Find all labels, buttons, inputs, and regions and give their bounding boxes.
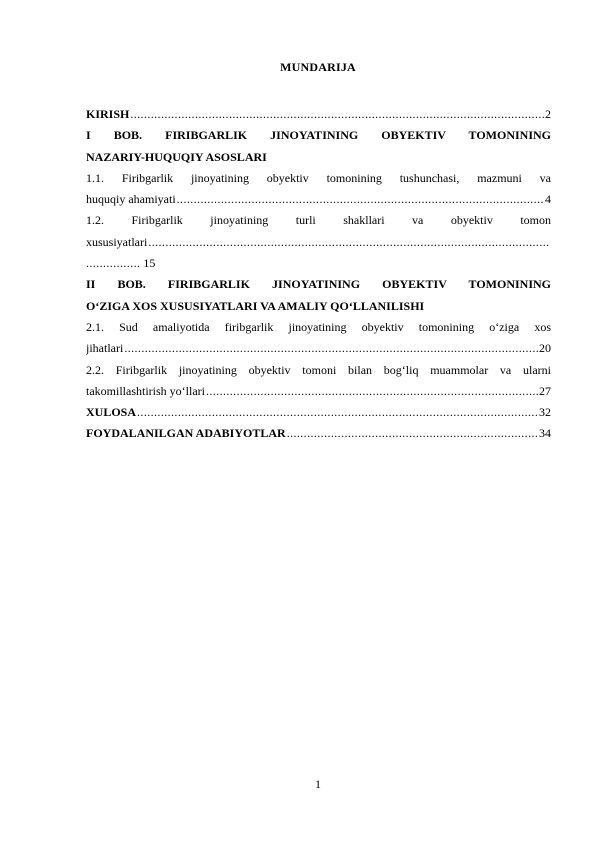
toc-leader-dots (137, 402, 538, 423)
toc-entry-label: huquqiy ahamiyati (86, 192, 176, 207)
toc-section-2-2-line1[interactable]: 2.2. Firibgarlik jinoyatining obyektiv tomoni bilan bog‘liq muammolar va ularni (86, 362, 551, 377)
toc-chapter-1-line2[interactable]: NAZARIY-HUQUQIY ASOSLARI (86, 149, 267, 164)
toc-leader-dots: ................ (86, 256, 141, 271)
toc-section-1-2-line3[interactable] (86, 253, 551, 274)
toc-section-2-1-line2[interactable] (86, 338, 551, 359)
toc-section-1-1-line1[interactable]: 1.1. Firibgarlik jinoyatining obyektiv tomonining tushunchasi, mazmuni va (86, 170, 551, 185)
page-number: 1 (315, 777, 321, 791)
toc-leader-dots (130, 104, 544, 125)
toc-chapter-2-line2[interactable]: O‘ZIGA XOS XUSUSIYATLARI VA AMALIY QO‘LLANILISHI (86, 298, 425, 313)
toc-leader-dots (287, 423, 538, 444)
toc-leader-dots (148, 232, 550, 253)
toc-section-2-1-line1[interactable]: 2.1. Sud amaliyotida firibgarlik jinoyatining obyektiv tomonining o‘ziga xos (86, 319, 551, 334)
table-of-contents (86, 104, 551, 445)
toc-page-number: 20 (539, 341, 551, 356)
toc-leader-dots (124, 338, 538, 359)
toc-chapter-2-line1[interactable]: II BOB. FIRIBGARLIK JINOYATINING OBYEKTIV TOMONINING (86, 277, 551, 292)
toc-page-number: 15 (143, 256, 156, 271)
toc-page-number: 32 (539, 405, 551, 420)
toc-entry-kirish[interactable] (86, 104, 551, 125)
toc-entry-label: jihatlari (86, 341, 124, 356)
toc-entry-label: KIRISH (86, 107, 130, 121)
toc-entry-label: xususiyatlari (86, 234, 148, 249)
toc-leader-dots (206, 381, 538, 402)
toc-entry-adabiyotlar[interactable] (86, 423, 551, 444)
toc-entry-label: XULOSA (86, 405, 137, 420)
toc-entry-xulosa[interactable] (86, 402, 551, 423)
toc-section-1-2-line1[interactable]: 1.2. Firibgarlik jinoyatining turli shakllari va obyektiv tomon (86, 213, 551, 228)
toc-entry-label: FOYDALANILGAN ADABIYOTLAR (86, 426, 286, 441)
toc-leader-dots (177, 189, 544, 210)
toc-entry-label: takomillashtirish yo‘llari (86, 383, 205, 398)
toc-page-number: 27 (539, 383, 551, 398)
toc-chapter-1-line1[interactable]: I BOB. FIRIBGARLIK JINOYATINING OBYEKTIV TOMONINING (86, 128, 551, 143)
toc-page-number: 4 (545, 192, 551, 207)
toc-section-2-2-line2[interactable] (86, 381, 551, 402)
toc-section-1-2-line2[interactable] (86, 232, 551, 253)
toc-section-1-1-line2[interactable] (86, 189, 551, 210)
toc-page-number: 34 (539, 426, 551, 441)
toc-page-number: 2 (545, 107, 551, 121)
toc-title: MUNDARIJA (280, 60, 356, 74)
